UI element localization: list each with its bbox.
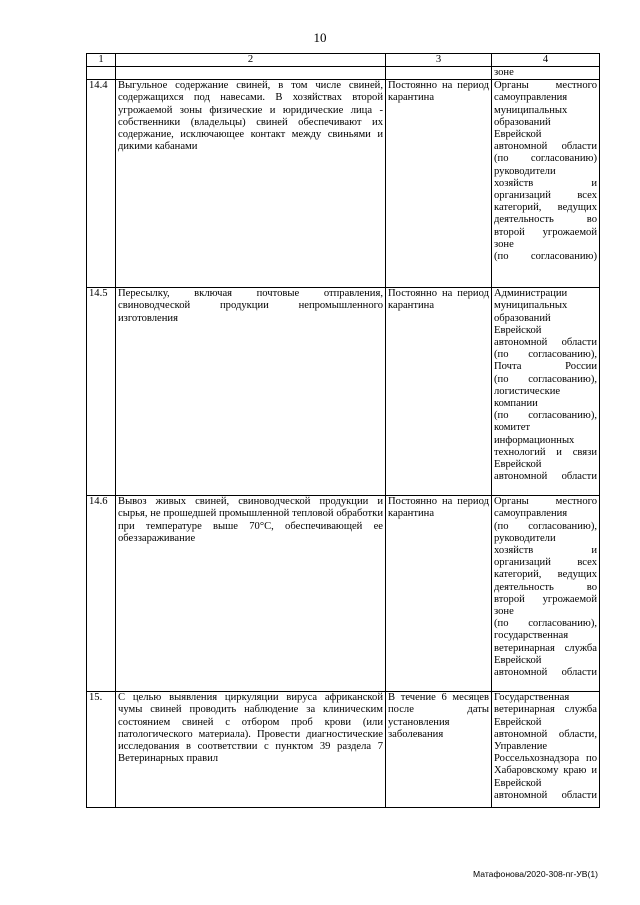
responsible-line: автономной области (494, 667, 597, 679)
term-cell: Постоянно на период карантина (386, 288, 492, 496)
responsible-line: зоне (494, 606, 514, 618)
responsible-line: руководители (494, 532, 556, 544)
responsible-line: Еврейской (494, 459, 542, 471)
responsible-line: организаций всех (494, 190, 597, 202)
responsible-line: (по согласованию) (494, 251, 597, 263)
row-number: 14.6 (87, 496, 116, 692)
responsible-line: ветеринарная служба (494, 642, 597, 654)
responsible-line: Управление (494, 741, 548, 753)
responsible-line: хозяйств и (494, 545, 597, 557)
responsible-cell (492, 288, 600, 496)
responsible-line: Почта России (494, 361, 597, 373)
responsible-line: Администрации (494, 288, 568, 300)
table-header-row (87, 54, 600, 67)
responsible-line: муниципальных (494, 104, 568, 116)
term-cell: Постоянно на период карантина (386, 496, 492, 692)
table-row (87, 288, 600, 496)
row-number: 15. (87, 692, 116, 808)
column-header: 1 (87, 54, 116, 67)
responsible-line: категорий, ведущих (494, 569, 597, 581)
table-row (87, 80, 600, 288)
table-row (87, 692, 600, 808)
measure-cell: Вывоз живых свиней, свиноводческой продукции и сырья, не прошедшей промышленной тепловой обработки при температуре выше 70°С, обеспечивающей ее обеззараживание (116, 496, 386, 692)
responsible-line: автономной области (494, 789, 597, 801)
responsible-line: Государственная (494, 692, 570, 704)
responsible-line: Хабаровскому краю и (494, 765, 597, 777)
responsible-line: компании (494, 398, 538, 410)
responsible-line: образований (494, 116, 551, 128)
responsible-line: автономной области (494, 471, 597, 483)
responsible-line: второй угрожаемой (494, 226, 597, 238)
responsible-line: логистические (494, 385, 561, 397)
responsible-line: (по согласованию), (494, 618, 597, 630)
measure-cell: С целью выявления циркуляции вируса африканской чумы свиней проводить наблюдение за клиническим состоянием свиней с отбором проб крови (или патологического материала). Провести диагностические исследования в соответствии с пунктом 39 раздела 7 Ветеринарных правил (116, 692, 386, 808)
responsible-line: муниципальных (494, 300, 568, 312)
measure-cell: Выгульное содержание свиней, в том числе свиней, содержащихся под навесами. В хозяйствах второй угрожаемой зоны физические и юридические лица - собственники (владельцы) свиней обеспечивают их содержание, исключающее контакт между свиньями и дикими кабанами (116, 80, 386, 288)
responsible-line: (по согласованию) (494, 153, 597, 165)
responsible-cell (492, 496, 600, 692)
responsible-line: хозяйств и (494, 177, 597, 189)
responsible-line: государственная (494, 630, 569, 642)
responsible-line: (по согласованию), (494, 520, 597, 532)
row-number: 14.5 (87, 288, 116, 496)
responsible-cell (492, 80, 600, 288)
responsible-line: руководители (494, 165, 556, 177)
responsible-line: деятельность во (494, 581, 597, 593)
responsible-line: Еврейской (494, 716, 542, 728)
responsible-line: категорий, ведущих (494, 202, 597, 214)
responsible-line: автономной области (494, 337, 597, 349)
responsible-cell (492, 692, 600, 808)
responsible-line: технологий и связи (494, 446, 597, 458)
column-header: 3 (386, 54, 492, 67)
term-cell: Постоянно на период карантина (386, 80, 492, 288)
responsible-line: образований (494, 312, 551, 324)
continuation-cell: зоне (492, 67, 600, 80)
responsible-line: (по согласованию), (494, 410, 597, 422)
column-header: 2 (116, 54, 386, 67)
page-number: 10 (313, 30, 327, 45)
table-row (87, 496, 600, 692)
responsible-line: ветеринарная служба (494, 704, 597, 716)
responsible-line: (по согласованию), (494, 373, 597, 385)
responsible-line: деятельность во (494, 214, 597, 226)
responsible-line: Органы местного (494, 496, 597, 508)
term-cell: В течение 6 месяцев после даты установления заболевания (386, 692, 492, 808)
responsible-line: автономной области (494, 141, 597, 153)
measures-table (86, 53, 600, 808)
responsible-line: зоне (494, 238, 514, 250)
column-header: 4 (492, 54, 600, 67)
responsible-line: автономной области, (494, 728, 597, 740)
continuation-row (87, 67, 600, 80)
responsible-line: Органы местного (494, 80, 597, 92)
responsible-line: (по согласованию), (494, 349, 597, 361)
responsible-line: Еврейской (494, 129, 542, 141)
document-code: Матафонова/2020-308-пг-УВ(1) (473, 869, 598, 879)
responsible-line: второй угрожаемой (494, 593, 597, 605)
responsible-line: Еврейской (494, 777, 542, 789)
measure-cell: Пересылку, включая почтовые отправления, свиноводческой продукции непромышленного изготовления (116, 288, 386, 496)
responsible-line: организаций всех (494, 557, 597, 569)
row-number: 14.4 (87, 80, 116, 288)
responsible-line: Еврейской (494, 324, 542, 336)
responsible-line: самоуправления (494, 508, 568, 520)
responsible-line: комитет (494, 422, 531, 434)
responsible-line: Россельхознадзора по (494, 753, 597, 765)
responsible-line: Еврейской (494, 654, 542, 666)
responsible-line: самоуправления (494, 92, 568, 104)
responsible-line: информационных (494, 434, 575, 446)
